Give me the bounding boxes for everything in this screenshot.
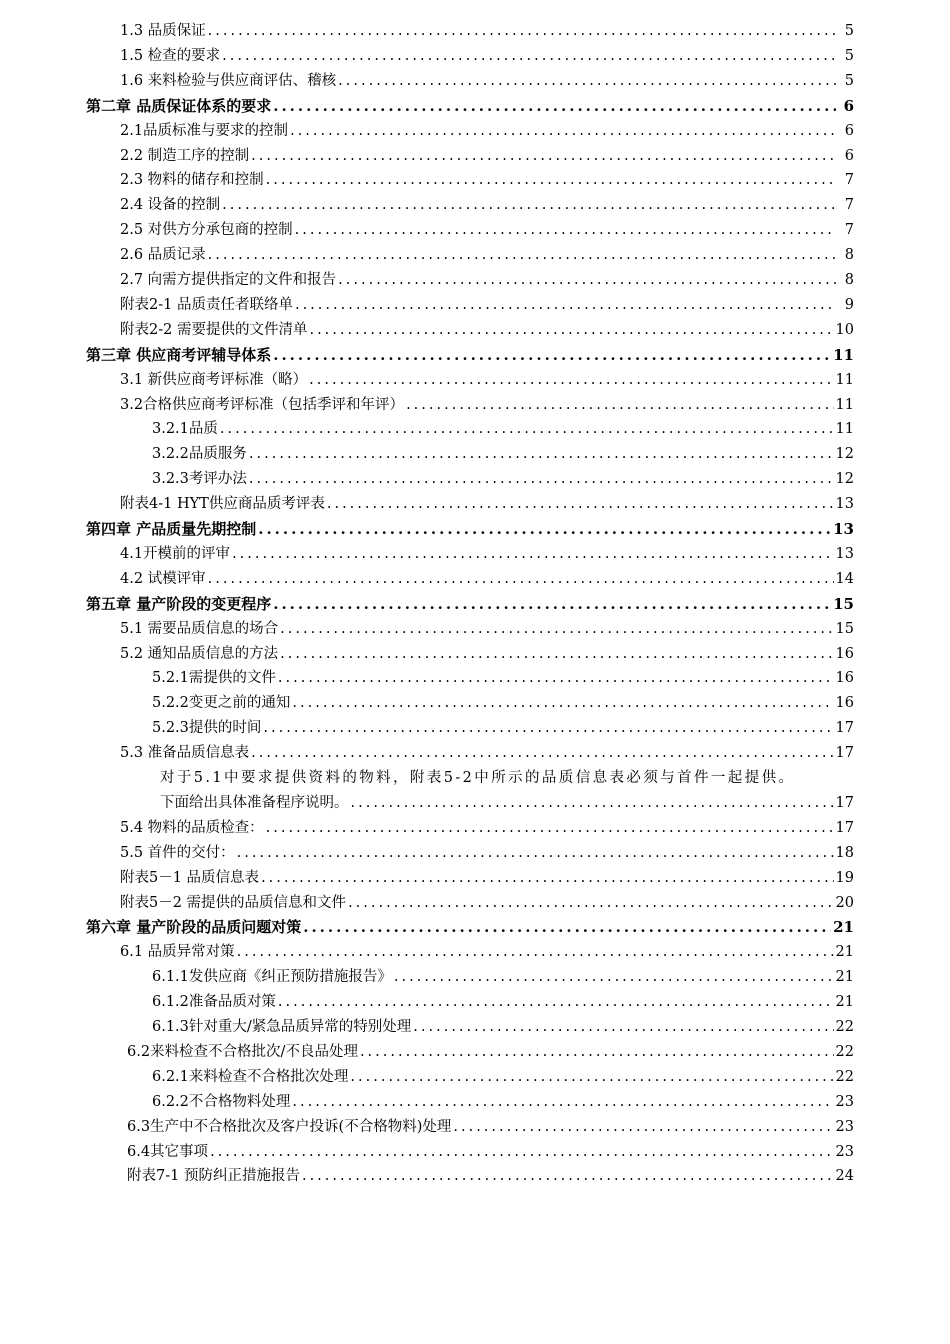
toc-entry-title: 6.4其它事项 [127,1143,209,1160]
toc-entry[interactable] [120,268,854,293]
toc-dot-leader [278,666,834,691]
toc-entry[interactable] [120,144,854,169]
toc-entry-title: 5.4 物料的品质检查： [120,819,264,836]
toc-dot-leader [406,393,833,418]
toc-dot-leader [266,816,834,841]
toc-page-number: 14 [835,570,854,587]
toc-page-number: 12 [835,446,854,463]
toc-dot-leader [258,517,831,542]
toc-dot-leader [208,19,836,44]
toc-entry-title: 2.7 向需方提供指定的文件和报告 [120,272,337,288]
toc-entry-title: 6.1 品质异常对策 [120,944,235,961]
toc-entry-title: 5.2 通知品质信息的方法 [120,645,279,662]
toc-dot-leader [290,119,836,144]
toc-dot-leader [251,144,836,169]
toc-page-number: 5 [844,23,854,39]
toc-dot-leader [327,492,834,517]
toc-page-number: 5 [844,47,854,64]
toc-dot-leader [360,1040,834,1065]
toc-entry[interactable] [152,442,854,467]
toc-dot-leader [309,368,833,393]
toc-page-number: 7 [844,222,854,239]
toc-entry[interactable] [152,1090,854,1115]
toc-page-number: 6 [843,96,854,115]
toc-page-number: 13 [835,545,854,562]
toc-page-number: 6 [844,122,854,139]
toc-chapter-entry[interactable] [86,915,854,940]
toc-chapter-entry[interactable] [86,94,854,119]
toc-page-number: 24 [835,1168,854,1185]
toc-dot-leader [261,866,833,891]
toc-entry-title: 第二章 品质保证体系的要求 [86,96,272,115]
toc-entry[interactable] [120,642,854,667]
toc-entry[interactable] [120,243,854,268]
toc-page-number: 21 [833,918,854,937]
toc-dot-leader [251,741,833,766]
toc-page-number: 11 [835,396,854,413]
toc-entry-title: 3.2合格供应商考评标准（包括季评和年评） [120,396,405,413]
toc-page-number: 5 [844,72,854,89]
toc-entry-title: 附表2-2 需要提供的文件清单 [120,321,308,338]
toc-page-number: 21 [835,994,854,1011]
toc-entry-title: 5.1 需要品质信息的场合 [120,620,279,637]
toc-dot-leader [394,965,834,990]
toc-dot-leader [237,940,834,965]
toc-dot-leader [273,94,836,119]
toc-dot-leader [222,44,836,69]
toc-entry[interactable] [152,716,854,741]
toc-entry[interactable] [120,492,854,517]
toc-page-number: 18 [835,844,854,861]
toc-dot-leader [351,791,834,816]
toc-entry-title: 第五章 量产阶段的变更程序 [86,594,272,613]
toc-entry[interactable] [120,293,854,318]
toc-entry-title: 第六章 量产阶段的品质问题对策 [86,918,302,937]
toc-entry[interactable] [120,542,854,567]
toc-entry[interactable] [120,940,854,965]
toc-entry[interactable] [120,816,854,841]
toc-entry-title: 附表7-1 预防纠正措施报告 [127,1168,300,1185]
toc-entry[interactable] [127,1140,854,1165]
toc-entry[interactable] [120,168,854,193]
toc-entry[interactable] [120,193,854,218]
toc-page-number: 15 [835,620,854,637]
toc-entry[interactable] [152,467,854,492]
toc-page-number: 22 [835,1019,854,1035]
toc-page-number: 16 [835,670,854,687]
toc-entry[interactable] [152,1015,854,1040]
toc-dot-leader [302,1164,834,1189]
toc-page-number: 19 [835,869,854,886]
toc-entry-title: 5.3 准备品质信息表 [120,745,250,762]
toc-entry-title: 5.5 首件的交付： [120,844,235,861]
toc-entry-title: 5.2.1需提供的文件 [152,670,276,687]
toc-page-number: 23 [835,1118,854,1135]
toc-page-number: 9 [844,296,854,313]
toc-page-number: 20 [835,894,854,911]
toc-entry[interactable] [120,218,854,243]
toc-entry[interactable] [152,691,854,716]
toc-page-number: 13 [835,496,854,513]
toc-dot-leader [348,891,833,916]
toc-dot-leader [350,1065,833,1090]
toc-entry[interactable] [120,119,854,144]
toc-entry[interactable] [120,393,854,418]
toc-entry[interactable] [127,1164,854,1189]
toc-chapter-entry[interactable] [86,517,854,542]
toc-entry-title: 3.2.2品质服务 [152,446,247,463]
toc-entry-title: 6.1.1发供应商《纠正预防措施报告》 [152,969,392,986]
toc-entry[interactable] [160,791,854,816]
toc-dot-leader [453,1115,833,1140]
toc-page-number: 17 [835,794,854,811]
toc-dot-leader [309,318,833,343]
toc-entry-title: 1.3 品质保证 [120,23,206,39]
toc-page-number: 22 [835,1043,854,1060]
toc-entry-title: 6.2.2不合格物料处理 [152,1093,291,1110]
toc-entry[interactable] [152,1065,854,1090]
toc-dot-leader [292,1090,833,1115]
toc-entry-title: 6.2.1来料检查不合格批次处理 [152,1068,349,1085]
toc-entry-title: 6.1.3针对重大/紧急品质异常的特别处理 [152,1019,412,1035]
toc-page-number: 17 [835,720,854,737]
toc-dot-leader [208,567,834,592]
toc-page-number: 17 [835,745,854,762]
toc-dot-leader [263,716,833,741]
toc-dot-leader [237,841,834,866]
toc-dot-leader [413,1015,833,1040]
toc-dot-leader [232,542,833,567]
toc-dot-leader [208,243,836,268]
toc-entry-title: 6.3生产中不合格批次及客户投诉(不合格物料)处理 [127,1118,452,1135]
toc-dot-leader [249,442,834,467]
toc-dot-leader [220,417,834,442]
toc-page-number: 22 [835,1068,854,1085]
toc-entry-title: 附表5－2 需提供的品质信息和文件 [120,894,347,911]
toc-dot-leader [280,617,833,642]
toc-entry[interactable] [120,567,854,592]
toc-entry[interactable] [152,965,854,990]
toc-entry-title: 5.2.2变更之前的通知 [152,695,291,712]
toc-entry-title: 6.2来料检查不合格批次/不良品处理 [127,1043,358,1060]
toc-entry-title: 2.2 制造工序的控制 [120,147,250,164]
toc-page-number: 8 [844,272,854,288]
toc-dot-leader [295,293,836,318]
toc-entry[interactable] [120,741,854,766]
toc-entry[interactable] [152,666,854,691]
toc-entry-title: 3.2.1品质 [152,421,218,438]
toc-entry[interactable] [120,891,854,916]
toc-dot-leader [222,193,836,218]
toc-entry-title: 2.6 品质记录 [120,247,206,264]
toc-page-number: 7 [844,172,854,189]
toc-note-paragraph: 对于5.1中要求提供资料的物料，附表5-2中所示的品质信息表必须与首件一起提供。 [160,770,796,786]
toc-entry-title: 3.2.3考评办法 [152,471,247,488]
toc-page-number: 13 [833,520,854,538]
toc-dot-leader [278,990,834,1015]
toc-entry[interactable] [120,617,854,642]
toc-dot-leader [292,691,833,716]
toc-entry-title: 第四章 产品质量先期控制 [86,520,257,538]
toc-page-number: 12 [835,471,854,488]
toc-entry[interactable] [120,866,854,891]
toc-entry-title: 2.1品质标准与要求的控制 [120,122,289,139]
toc-dot-leader [280,642,833,667]
toc-page-number: 16 [835,695,854,712]
toc-entry-title: 1.5 检查的要求 [120,47,221,64]
toc-entry[interactable] [120,44,854,69]
toc-entry[interactable] [120,19,854,44]
toc-entry-title: 2.3 物料的储存和控制 [120,172,264,189]
toc-entry[interactable] [127,1115,854,1140]
toc-entry[interactable] [152,990,854,1015]
toc-entry[interactable] [127,1040,854,1065]
toc-dot-leader [266,168,836,193]
toc-page-number: 15 [833,594,854,613]
toc-entry-title: 1.6 来料检验与供应商评估、稽核 [120,72,337,89]
toc-dot-leader [273,592,831,617]
toc-chapter-entry[interactable] [86,343,854,368]
toc-page-number: 17 [835,819,854,836]
toc-page-number: 11 [835,371,854,388]
toc-page-number: 11 [833,345,854,364]
toc-dot-leader [210,1140,833,1165]
toc-entry-title: 下面给出具体准备程序说明。 [160,794,349,811]
toc-page-number: 7 [844,197,854,214]
toc-page-number: 10 [835,321,854,338]
toc-entry-title: 5.2.3提供的时间 [152,720,262,737]
toc-entry-title: 附表4-1 HYT供应商品质考评表 [120,496,325,513]
toc-dot-leader [249,467,834,492]
toc-dot-leader [273,343,831,368]
toc-entry[interactable] [120,69,854,94]
toc-page-number: 21 [835,969,854,986]
toc-entry-title: 附表5－1 品质信息表 [120,869,260,886]
toc-entry-title: 4.1开模前的评审 [120,545,231,562]
toc-page-number: 6 [844,147,854,164]
toc-page-number: 23 [835,1093,854,1110]
toc-entry[interactable] [120,318,854,343]
toc-page-number: 8 [844,247,854,264]
toc-page-number: 23 [835,1143,854,1160]
toc-page-number: 21 [835,944,854,961]
toc-page-number: 16 [835,645,854,662]
toc-dot-leader [303,915,831,940]
toc-entry-title: 4.2 试模评审 [120,570,206,587]
toc-entry-title: 第三章 供应商考评辅导体系 [86,345,272,364]
toc-entry-title: 2.4 设备的控制 [120,197,221,214]
toc-entry[interactable] [152,417,854,442]
toc-chapter-entry[interactable] [86,592,854,617]
toc-dot-leader [338,69,836,94]
toc-entry[interactable] [120,368,854,393]
toc-entry[interactable] [120,841,854,866]
toc-entry-title: 3.1 新供应商考评标准（略） [120,371,308,388]
toc-entry-title: 2.5 对供方分承包商的控制 [120,222,293,239]
toc-entry-title: 附表2-1 品质责任者联络单 [120,296,293,313]
toc-page-number: 11 [835,421,854,438]
toc-entry-title: 6.1.2准备品质对策 [152,994,276,1011]
toc-dot-leader [295,218,836,243]
toc-dot-leader [338,268,836,293]
